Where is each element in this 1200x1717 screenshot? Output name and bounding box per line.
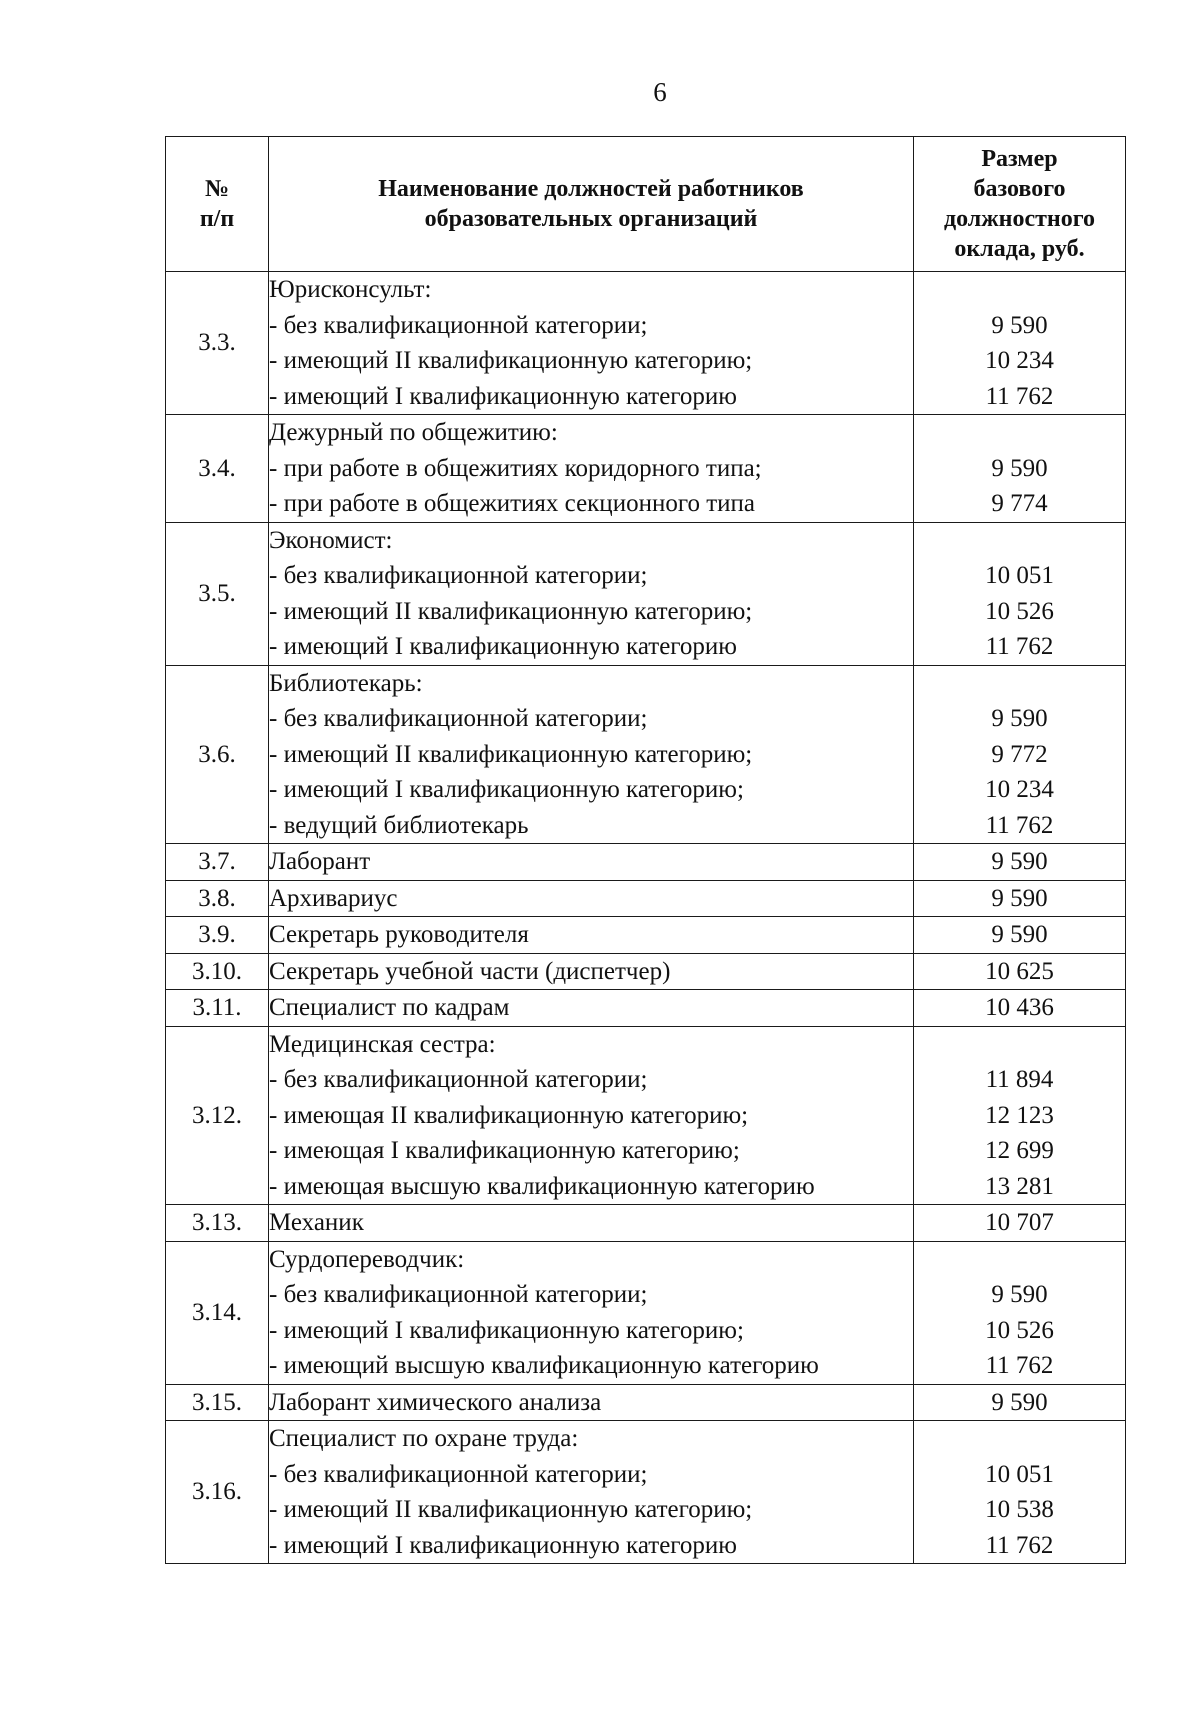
- page-number: 6: [653, 77, 667, 107]
- salary-value: 10 538: [985, 1496, 1054, 1523]
- position-title: Секретарь учебной части (диспетчер): [269, 957, 671, 985]
- position-title: Библиотекарь:: [269, 669, 423, 697]
- salary-value: 10 234: [985, 776, 1054, 803]
- salary-spacer: [914, 1242, 1125, 1278]
- table-row: [166, 1241, 1126, 1384]
- salary-value: 10 526: [985, 1316, 1054, 1344]
- position-subitem: - имеющий I квалификационную категорию: [269, 1531, 737, 1559]
- row-position-name: [269, 522, 914, 665]
- salary-spacer: [914, 1027, 1125, 1063]
- row-number: 3.16.: [166, 1421, 269, 1564]
- table-row: [166, 953, 1126, 990]
- position-subitem: - ведущий библиотекарь: [269, 811, 529, 839]
- row-position-name: [269, 1026, 914, 1205]
- header-number-line: п/п: [199, 206, 235, 232]
- position-subitem: - имеющая I квалификационную категорию;: [269, 1137, 740, 1164]
- row-salary: [914, 953, 1126, 990]
- position-title: Экономист:: [269, 526, 393, 554]
- salary-value: 10 436: [985, 994, 1054, 1021]
- table-row: [166, 1205, 1126, 1242]
- position-subitem: - имеющая высшую квалификационную категорию: [269, 1172, 815, 1200]
- row-salary: [914, 1026, 1126, 1205]
- header-number-line: №: [204, 176, 230, 202]
- position-title: Лаборант химического анализа: [269, 1388, 602, 1416]
- salary-value: 9 774: [991, 490, 1048, 517]
- position-subitem: - без квалификационной категории;: [269, 1460, 648, 1488]
- position-subitem: - при работе в общежитиях коридорного типа;: [269, 454, 762, 482]
- salary-value: 10 707: [985, 1209, 1054, 1236]
- table-body: [166, 272, 1126, 1564]
- position-subitem: - при работе в общежитиях секционного типа: [269, 490, 755, 517]
- position-subitem: - без квалификационной категории;: [269, 705, 648, 732]
- row-position-name: [269, 415, 914, 523]
- header-value-line: базового: [973, 176, 1066, 202]
- position-subitem: - имеющий II квалификационную категорию;: [269, 740, 753, 768]
- table-row: [166, 1421, 1126, 1564]
- salary-value: 11 894: [985, 1066, 1054, 1093]
- position-subitem: - имеющий I квалификационную категорию: [269, 382, 737, 410]
- row-number: 3.6.: [166, 665, 269, 844]
- position-title: Архивариус: [269, 884, 398, 912]
- header-name-line: Наименование должностей работников: [378, 176, 804, 202]
- salary-value: 10 051: [985, 562, 1054, 589]
- row-position-name: [269, 272, 914, 415]
- row-position-name: [269, 917, 914, 954]
- salary-value: 10 526: [985, 597, 1054, 625]
- salary-spacer: [914, 666, 1125, 702]
- row-salary: [914, 844, 1126, 881]
- row-position-name: [269, 1205, 914, 1242]
- row-salary: [914, 272, 1126, 415]
- position-title: Секретарь руководителя: [269, 921, 529, 948]
- position-subitem: - имеющий II квалификационную категорию;: [269, 597, 753, 625]
- position-subitem: - без квалификационной категории;: [269, 562, 648, 589]
- salary-value: 12 123: [985, 1101, 1054, 1129]
- salary-value: 9 590: [991, 454, 1048, 482]
- salary-value: 9 590: [991, 311, 1048, 339]
- salary-value: 12 699: [985, 1137, 1054, 1164]
- position-subitem: - без квалификационной категории;: [269, 1066, 648, 1093]
- row-salary: [914, 990, 1126, 1027]
- row-salary: [914, 917, 1126, 954]
- header-number: [166, 137, 269, 272]
- position-subitem: - без квалификационной категории;: [269, 1281, 648, 1308]
- salary-value: 9 590: [991, 1388, 1048, 1416]
- position-title: Сурдопереводчик:: [269, 1245, 465, 1273]
- table-row: [166, 880, 1126, 917]
- header-name: [269, 137, 914, 272]
- salary-value: 9 590: [991, 848, 1048, 875]
- table-row: [166, 917, 1126, 954]
- salary-value: 11 762: [985, 1531, 1054, 1559]
- table-header-row: [166, 137, 1126, 272]
- row-number: 3.12.: [166, 1026, 269, 1205]
- position-title: Дежурный по общежитию:: [269, 419, 558, 446]
- row-salary: [914, 1384, 1126, 1421]
- position-title: Лаборант: [269, 848, 371, 875]
- table-row: [166, 990, 1126, 1027]
- row-salary: [914, 665, 1126, 844]
- row-number: 3.10.: [166, 953, 269, 990]
- row-number: 3.3.: [166, 272, 269, 415]
- salary-spacer: [914, 415, 1125, 451]
- salary-value: 9 772: [991, 740, 1048, 768]
- position-title: Специалист по охране труда:: [269, 1425, 579, 1452]
- row-number: 3.14.: [166, 1241, 269, 1384]
- position-title: Специалист по кадрам: [269, 994, 510, 1021]
- position-subitem: - имеющий I квалификационную категорию;: [269, 1316, 744, 1344]
- position-subitem: - имеющий II квалификационную категорию;: [269, 347, 753, 374]
- position-subitem: - имеющий высшую квалификационную категорию: [269, 1352, 819, 1379]
- salary-value: 9 590: [991, 705, 1048, 732]
- table-row: [166, 1384, 1126, 1421]
- header-value-line: оклада, руб.: [954, 236, 1085, 262]
- row-number: 3.5.: [166, 522, 269, 665]
- row-number: 3.8.: [166, 880, 269, 917]
- row-salary: [914, 1205, 1126, 1242]
- position-subitem: - имеющая II квалификационную категорию;: [269, 1101, 749, 1129]
- row-position-name: [269, 953, 914, 990]
- row-number: 3.15.: [166, 1384, 269, 1421]
- row-number: 3.9.: [166, 917, 269, 954]
- table-row: [166, 844, 1126, 881]
- salary-value: 10 234: [985, 347, 1054, 374]
- salary-value: 13 281: [985, 1172, 1054, 1200]
- salary-value: 11 762: [985, 811, 1054, 839]
- row-salary: [914, 522, 1126, 665]
- table-row: [166, 272, 1126, 415]
- position-subitem: - имеющий II квалификационную категорию;: [269, 1496, 753, 1523]
- position-subitem: - без квалификационной категории;: [269, 311, 648, 339]
- table-row: [166, 665, 1126, 844]
- row-position-name: [269, 1241, 914, 1384]
- row-salary: [914, 1421, 1126, 1564]
- row-number: 3.11.: [166, 990, 269, 1027]
- row-number: 3.7.: [166, 844, 269, 881]
- table-row: [166, 415, 1126, 523]
- header-value-line: Размер: [981, 146, 1058, 172]
- position-title: Медицинская сестра:: [269, 1030, 496, 1058]
- row-number: 3.13.: [166, 1205, 269, 1242]
- salary-value: 10 051: [985, 1460, 1054, 1488]
- position-title: Механик: [269, 1209, 364, 1236]
- row-position-name: [269, 1384, 914, 1421]
- row-position-name: [269, 665, 914, 844]
- table-row: [166, 1026, 1126, 1205]
- position-subitem: - имеющий I квалификационную категорию;: [269, 776, 744, 803]
- row-position-name: [269, 844, 914, 881]
- position-subitem: - имеющий I квалификационную категорию: [269, 633, 737, 660]
- row-position-name: [269, 880, 914, 917]
- row-salary: [914, 415, 1126, 523]
- header-value-line: должностного: [943, 206, 1096, 232]
- salary-value: 9 590: [991, 1281, 1048, 1308]
- salary-spacer: [914, 1421, 1125, 1457]
- salary-value: 11 762: [985, 382, 1054, 410]
- row-salary: [914, 1241, 1126, 1384]
- salary-value: 10 625: [985, 957, 1054, 985]
- table-row: [166, 522, 1126, 665]
- position-title: Юрисконсульт:: [269, 276, 432, 303]
- salary-value: 11 762: [985, 1352, 1054, 1379]
- salary-spacer: [914, 523, 1125, 559]
- row-position-name: [269, 1421, 914, 1564]
- header-name-line: образовательных организаций: [424, 206, 758, 232]
- salary-value: 9 590: [991, 884, 1048, 912]
- salary-table: [165, 136, 1126, 1564]
- row-salary: [914, 880, 1126, 917]
- row-position-name: [269, 990, 914, 1027]
- salary-value: 9 590: [991, 921, 1048, 948]
- salary-value: 11 762: [985, 633, 1054, 660]
- row-number: 3.4.: [166, 415, 269, 523]
- header-value: [914, 137, 1126, 272]
- salary-spacer: [914, 272, 1125, 308]
